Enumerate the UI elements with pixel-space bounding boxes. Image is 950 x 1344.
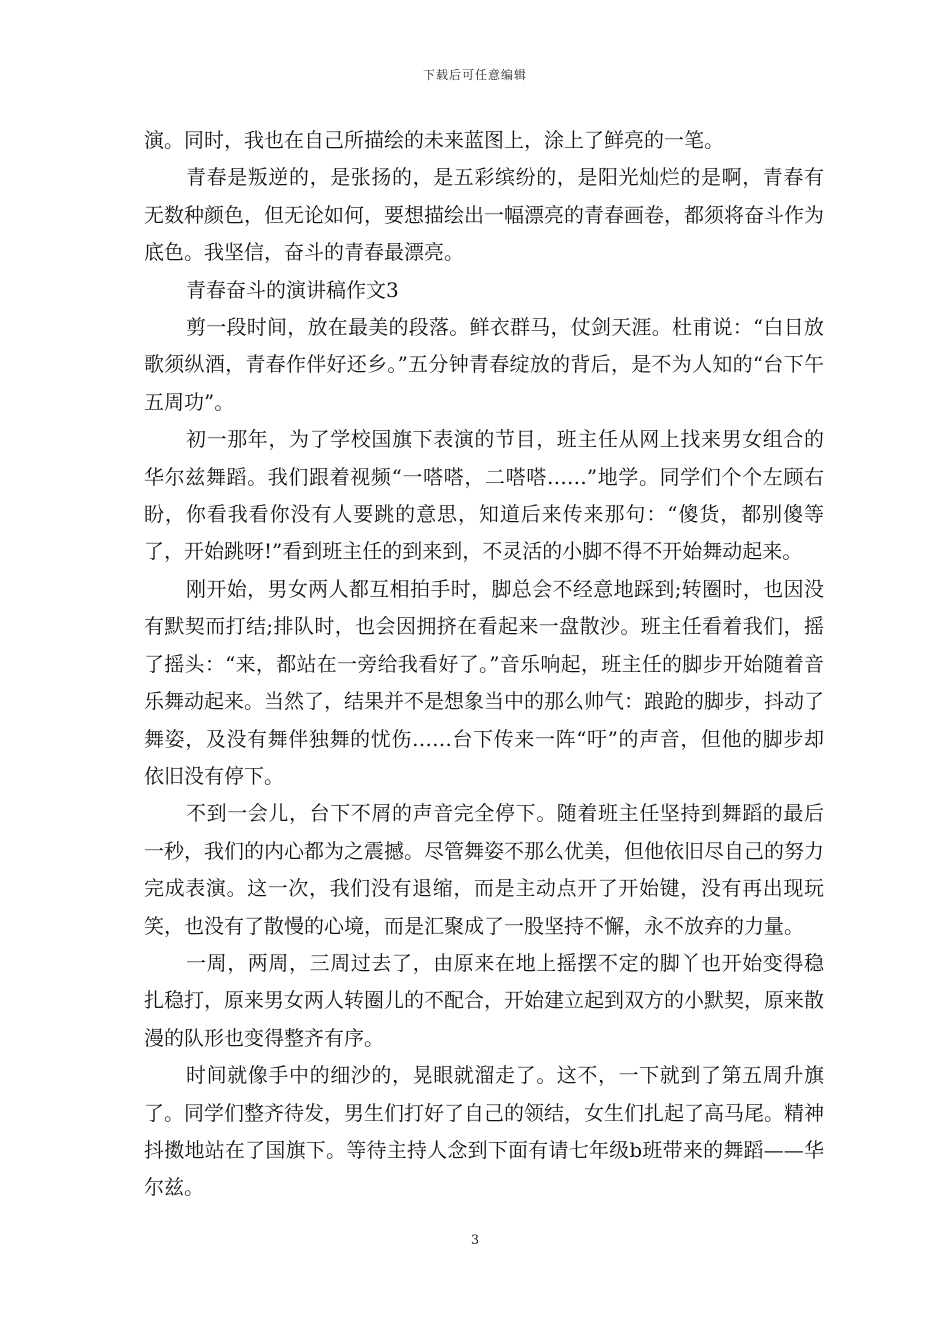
section-heading: 青春奋斗的演讲稿作文3 — [186, 277, 399, 302]
paragraph: 不到一会儿，台下不屑的声音完全停下。随着班主任坚持到舞蹈的最后一秒，我们的内心都为之震撼。尽管舞姿不那么优美，但他依旧尽自己的努力完成表演。这一次，我们没有退缩，而是主动点开了开始键，没有再出现玩笑，也没有了散慢的心境，而是汇聚成了一股坚持不懈，永不放弃的力量。 — [144, 801, 824, 938]
paragraph: 演。同时，我也在自己所描绘的未来蓝图上，涂上了鲜亮的一笔。 — [144, 128, 724, 152]
page-number: 3 — [470, 1233, 480, 1248]
paragraph: 一周，两周，三周过去了，由原来在地上摇摆不定的脚丫也开始变得稳扎稳打，原来男女两人转圈儿的不配合，开始建立起到双方的小默契，原来散漫的队形也变得整齐有序。 — [144, 950, 824, 1050]
page-header: 下载后可任意编辑 — [422, 68, 527, 82]
paragraph: 刚开始，男女两人都互相拍手时，脚总会不经意地踩到;转圈时，也因没有默契而打结;排队时，也会因拥挤在看起来一盘散沙。班主任看着我们，摇了摇头：“来，都站在一旁给我看好了。”音乐响起，班主任的脚步开始随着音乐舞动起来。当然了，结果并不是想象当中的那么帅气：踉跄的脚步，抖动了舞姿，及没有舞伴独舞的忧伤……台下传来一阵“吁”的声音，但他的脚步却依旧没有停下。 — [144, 576, 824, 788]
paragraph: 剪一段时间，放在最美的段落。鲜衣群马，仗剑天涯。杜甫说：“白日放歌须纵酒，青春作伴好还乡。”五分钟青春绽放的背后，是不为人知的“台下午五周功”。 — [144, 315, 824, 414]
paragraph: 初一那年，为了学校国旗下表演的节目，班主任从网上找来男女组合的华尔兹舞蹈。我们跟着视频“一嗒嗒，二嗒嗒……”地学。同学们个个左顾右盼，你看我看你没有人要跳的意思，知道后来传来那句：“傻货，都别傻等了，开始跳呀!”看到班主任的到来到，不灵活的小脚不得不开始舞动起来。 — [144, 427, 824, 564]
paragraph: 时间就像手中的细沙的，晃眼就溜走了。这不，一下就到了第五周升旗了。同学们整齐待发，男生们打好了自己的领结，女生们扎起了高马尾。精神抖擞地站在了国旗下。等待主持人念到下面有请七年级b班带来的舞蹈——华尔兹。 — [144, 1063, 824, 1200]
paragraph: 青春是叛逆的，是张扬的，是五彩缤纷的，是阳光灿烂的是啊，青春有无数种颜色，但无论如何，要想描绘出一幅漂亮的青春画卷，都须将奋斗作为底色。我坚信，奋斗的青春最漂亮。 — [144, 165, 824, 265]
document-body — [144, 122, 824, 1207]
